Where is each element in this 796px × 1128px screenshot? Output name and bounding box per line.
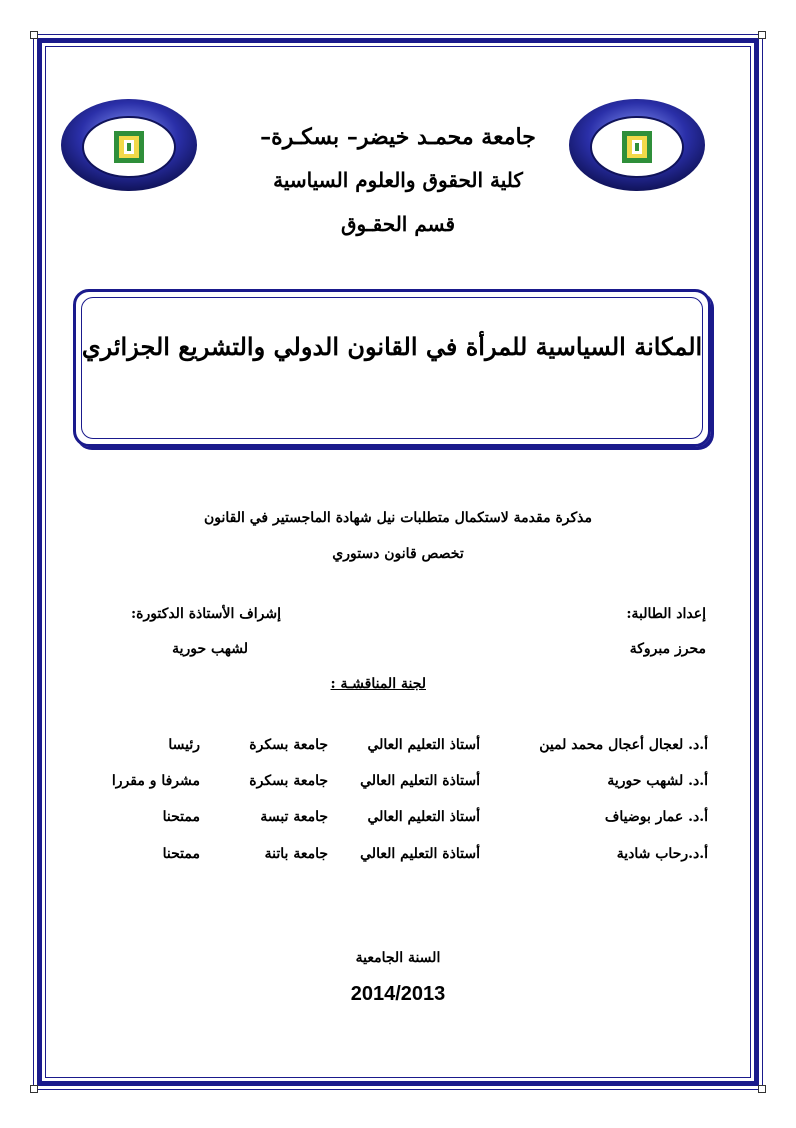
corner-mark: [758, 1085, 766, 1093]
member-name: أ.د.رحاب شادية: [616, 846, 708, 862]
supervisor-name: لشهب حورية: [172, 641, 248, 657]
title-box-inner-border: [81, 297, 703, 439]
member-name: أ.د. لشهب حورية: [607, 773, 708, 789]
university-name: جامعة محمـد خيضر– بسكـرة–: [260, 124, 536, 150]
member-university: جامعة تبسة: [260, 809, 328, 825]
member-role: ممتحنا: [162, 809, 200, 825]
member-rank: أستاذة التعليم العالي: [360, 773, 480, 789]
committee-row: [80, 809, 708, 833]
thesis-purpose: مذكرة مقدمة لاستكمال متطلبات نيل شهادة الماجستير في القانون: [203, 510, 593, 526]
page-border-inner: [45, 46, 751, 1078]
student-name: محرز مبروكة: [629, 641, 706, 657]
member-role: ممتحنا: [162, 846, 200, 862]
member-rank: أستاذ التعليم العالي: [367, 809, 480, 825]
university-logo-left: [58, 95, 200, 195]
thesis-title: المكانة السياسية للمرأة في القانون الدولي والتشريع الجزائري: [81, 332, 703, 361]
academic-year-value: 2014/2013: [350, 983, 446, 1005]
member-rank: أستاذة التعليم العالي: [360, 846, 480, 862]
academic-year-label: السنة الجامعية: [355, 950, 441, 966]
member-role: مشرفا و مقررا: [111, 773, 200, 789]
corner-mark: [30, 31, 38, 39]
member-rank: أستاذ التعليم العالي: [367, 737, 480, 753]
department-name: قسم الحقـوق: [340, 212, 456, 236]
committee-row: [80, 773, 708, 797]
committee-row: [80, 846, 708, 870]
member-name: أ.د. عمار بوضياف: [604, 809, 708, 825]
member-name: أ.د. لعجال أعجال محمد لمين: [539, 737, 708, 753]
corner-mark: [758, 31, 766, 39]
student-label: إعداد الطالبة:: [626, 606, 706, 622]
corner-mark: [30, 1085, 38, 1093]
faculty-name: كلية الحقوق والعلوم السياسية: [273, 168, 523, 192]
member-role: رئيسا: [168, 737, 200, 753]
specialization: تخصص قانون دستوري: [332, 546, 464, 562]
member-university: جامعة باتنة: [264, 846, 328, 862]
thesis-title-box: [73, 289, 711, 447]
member-university: جامعة بسكرة: [249, 773, 328, 789]
committee-heading: لجنة المناقشـة :: [330, 676, 426, 692]
committee-row: [80, 737, 708, 761]
supervisor-label: إشراف الأستاذة الدكتورة:: [130, 606, 281, 622]
member-university: جامعة بسكرة: [249, 737, 328, 753]
